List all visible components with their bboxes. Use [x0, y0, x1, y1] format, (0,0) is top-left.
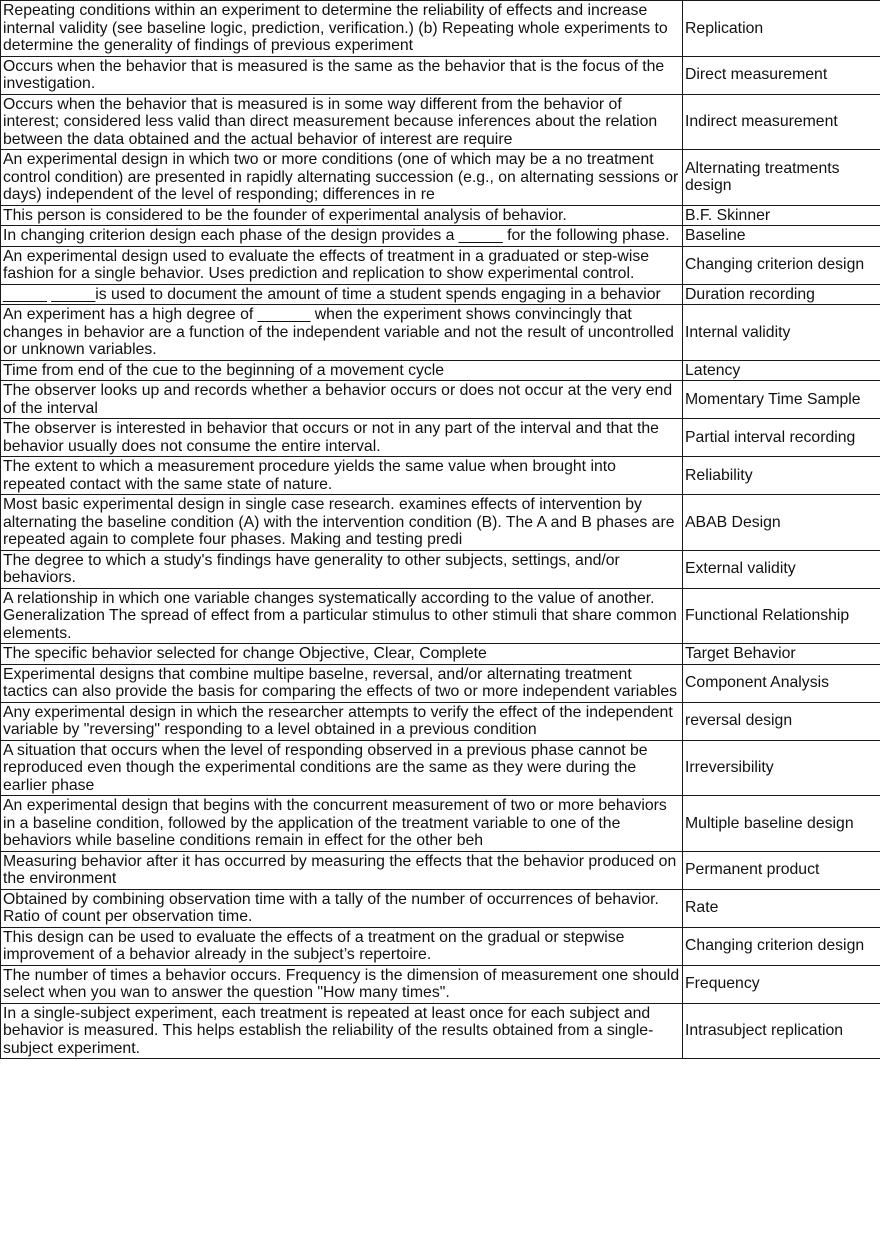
- table-row: [1, 588, 880, 644]
- definition-cell: [1, 457, 683, 495]
- table-row: [1, 56, 880, 94]
- term-text: Replication: [685, 19, 764, 37]
- term-cell: [683, 702, 880, 740]
- term-cell: [683, 56, 880, 94]
- term-text: Changing criterion design: [685, 256, 865, 274]
- term-text: Target Behavior: [685, 645, 796, 662]
- definition-text: The degree to which a study's findings have generality to other subjects, settings, and/or behaviors.: [3, 551, 620, 586]
- definition-cell: [1, 1, 683, 57]
- term-text: Internal validity: [685, 323, 791, 341]
- definition-cell: [1, 965, 683, 1003]
- term-text: Irreversibility: [685, 759, 774, 776]
- definition-text: The extent to which a measurement procedure yields the same value when brought into repeated contact with the same state of nature.: [3, 458, 616, 493]
- term-text: Baseline: [685, 227, 746, 244]
- definition-text: _____ _____is used to document the amount of time a student spends engaging in a behavior: [3, 285, 661, 303]
- term-cell: [683, 246, 880, 284]
- table-row: [1, 246, 880, 284]
- definition-text: The observer looks up and records whether a behavior occurs or does not occur at the very end of the interval: [3, 382, 673, 417]
- term-cell: [683, 927, 880, 965]
- table-row: [1, 284, 880, 305]
- definition-cell: [1, 226, 683, 247]
- table-row: [1, 419, 880, 457]
- definition-cell: [1, 419, 683, 457]
- table-row: [1, 360, 880, 381]
- definition-cell: [1, 284, 683, 305]
- term-cell: [683, 205, 880, 226]
- table-row: [1, 150, 880, 206]
- table-row: [1, 457, 880, 495]
- term-cell: [683, 550, 880, 588]
- term-cell: [683, 1, 880, 57]
- table-row: [1, 796, 880, 852]
- term-cell: [683, 381, 880, 419]
- term-text: reversal design: [685, 712, 793, 730]
- definition-cell: [1, 644, 683, 665]
- term-text: Functional Relationship: [685, 607, 850, 624]
- table-row: [1, 1, 880, 57]
- term-text: Indirect measurement: [685, 113, 838, 130]
- definition-text: Occurs when the behavior that is measured is in some way different from the behavior of interest; considered less valid than direct measurement because inferences about the relation between the data obtained and the actual behavior of interest are require: [3, 95, 658, 148]
- table-row: [1, 305, 880, 361]
- definition-text: Any experimental design in which the researcher attempts to verify the effect of the independent variable by "reversing" responding to a level obtained in a previous condition: [3, 703, 673, 738]
- term-cell: [683, 457, 880, 495]
- definition-cell: [1, 246, 683, 284]
- term-text: Multiple baseline design: [685, 814, 854, 832]
- term-text: Intrasubject replication: [685, 1022, 844, 1039]
- flashcard-table-body: [1, 1, 880, 1059]
- definition-cell: [1, 889, 683, 927]
- term-text: Momentary Time Sample: [685, 390, 861, 408]
- definition-cell: [1, 796, 683, 852]
- term-cell: [683, 796, 880, 852]
- term-cell: [683, 94, 880, 150]
- term-cell: [683, 588, 880, 644]
- definition-text: Occurs when the behavior that is measured is the same as the behavior that is the focus of the investigation.: [3, 57, 665, 92]
- definition-text: Measuring behavior after it has occurred by measuring the effects that the behavior produced on the environment: [3, 852, 677, 887]
- term-text: Direct measurement: [685, 66, 828, 84]
- definition-cell: [1, 305, 683, 361]
- definition-cell: [1, 702, 683, 740]
- definition-cell: [1, 664, 683, 702]
- table-row: [1, 740, 880, 796]
- term-cell: [683, 740, 880, 796]
- table-row: [1, 94, 880, 150]
- definition-text: Repeating conditions within an experiment to determine the reliability of effects and increase internal validity (see baseline logic, prediction, verification.) (b) Repeating whole experiments to determine the generality of findings of previous experiment: [3, 2, 668, 54]
- term-cell: [683, 664, 880, 702]
- definition-text: The specific behavior selected for change Objective, Clear, Complete: [3, 645, 487, 662]
- definition-cell: [1, 1003, 683, 1059]
- definition-cell: [1, 588, 683, 644]
- table-row: [1, 664, 880, 702]
- definition-cell: [1, 740, 683, 796]
- definition-text: An experimental design in which two or more conditions (one of which may be a no treatment control condition) are presented in rapidly alternating succession (e.g., on alternating sessions or days) independent of the level of responding; differences in re: [3, 151, 679, 203]
- definition-cell: [1, 927, 683, 965]
- definition-cell: [1, 360, 683, 381]
- table-row: [1, 550, 880, 588]
- definition-text: The observer is interested in behavior that occurs or not in any part of the interval and that the behavior usually does not consume the entire interval.: [3, 420, 659, 455]
- table-row: [1, 965, 880, 1003]
- term-cell: [683, 360, 880, 381]
- term-text: Alternating treatments design: [685, 159, 840, 195]
- term-cell: [683, 226, 880, 247]
- term-text: Frequency: [685, 975, 760, 993]
- term-cell: [683, 1003, 880, 1059]
- definition-text: In changing criterion design each phase of the design provides a _____ for the following phase.: [3, 227, 670, 244]
- definition-cell: [1, 94, 683, 150]
- table-row: [1, 851, 880, 889]
- definition-cell: [1, 851, 683, 889]
- definition-text: This person is considered to be the founder of experimental analysis of behavior.: [3, 206, 567, 224]
- definition-text: A relationship in which one variable changes systematically according to the value of another. Generalization The spread of effect from a particular stimulus to other stimuli that share common elements.: [3, 589, 677, 642]
- definition-text: The number of times a behavior occurs. Frequency is the dimension of measurement one should select when you wan to answer the question "How many times".: [3, 966, 680, 1001]
- term-text: Reliability: [685, 466, 753, 484]
- definition-cell: [1, 550, 683, 588]
- definition-cell: [1, 150, 683, 206]
- table-row: [1, 889, 880, 927]
- table-row: [1, 205, 880, 226]
- term-text: Changing criterion design: [685, 937, 865, 955]
- definition-text: An experiment has a high degree of ______ when the experiment shows convincingly that changes in behavior are a function of the independent variable and not the result of uncontrolled or unknown variables.: [3, 306, 674, 358]
- term-cell: [683, 419, 880, 457]
- definition-cell: [1, 381, 683, 419]
- term-text: Component Analysis: [685, 674, 830, 692]
- term-text: Latency: [685, 361, 741, 379]
- term-cell: [683, 965, 880, 1003]
- table-row: [1, 495, 880, 551]
- table-row: [1, 1003, 880, 1059]
- definition-cell: [1, 495, 683, 551]
- term-cell: [683, 150, 880, 206]
- term-cell: [683, 284, 880, 305]
- definition-text: Most basic experimental design in single case research. examines effects of intervention by alternating the baseline condition (A) with the intervention condition (B). The A and B phases are repeated again to complete four phases. Making and testing predi: [3, 496, 675, 548]
- table-row: [1, 226, 880, 247]
- definition-text: Experimental designs that combine multipe baselne, reversal, and/or alternating treatment tactics can also provide the basis for comparing the effects of two or more independent variables: [3, 665, 678, 700]
- definition-text: Obtained by combining observation time with a tally of the number of occurrences of behavior. Ratio of count per observation time.: [3, 890, 659, 925]
- term-text: Partial interval recording: [685, 428, 856, 446]
- definition-text: An experimental design that begins with the concurrent measurement of two or more behaviors in a baseline condition, followed by the application of the treatment variable to one of the behaviors while baseline conditions remain in effect for the other beh: [3, 797, 667, 849]
- definition-cell: [1, 205, 683, 226]
- term-text: Duration recording: [685, 285, 815, 303]
- term-text: B.F. Skinner: [685, 206, 771, 224]
- term-cell: [683, 305, 880, 361]
- table-row: [1, 644, 880, 665]
- definition-text: A situation that occurs when the level of responding observed in a previous phase cannot be reproduced even though the experimental conditions are the same as they were during the earlier phase: [3, 741, 648, 794]
- term-cell: [683, 851, 880, 889]
- term-cell: [683, 495, 880, 551]
- definition-text: In a single-subject experiment, each treatment is repeated at least once for each subject and behavior is measured. This helps establish the reliability of the results obtained from a single-subject experiment.: [3, 1004, 654, 1057]
- term-text: ABAB Design: [685, 513, 781, 531]
- term-cell: [683, 644, 880, 665]
- term-text: Permanent product: [685, 861, 820, 879]
- table-row: [1, 702, 880, 740]
- table-row: [1, 381, 880, 419]
- table-row: [1, 927, 880, 965]
- definition-text: Time from end of the cue to the beginning of a movement cycle: [3, 361, 445, 379]
- term-cell: [683, 889, 880, 927]
- term-text: External validity: [685, 560, 796, 578]
- term-text: Rate: [685, 899, 719, 917]
- definition-text: An experimental design used to evaluate the effects of treatment in a graduated or step-wise fashion for a single behavior. Uses prediction and replication to show experimental control.: [3, 247, 650, 282]
- definition-text: This design can be used to evaluate the effects of a treatment on the gradual or stepwise improvement of a behavior already in the subject’s repertoire.: [3, 928, 625, 963]
- definition-cell: [1, 56, 683, 94]
